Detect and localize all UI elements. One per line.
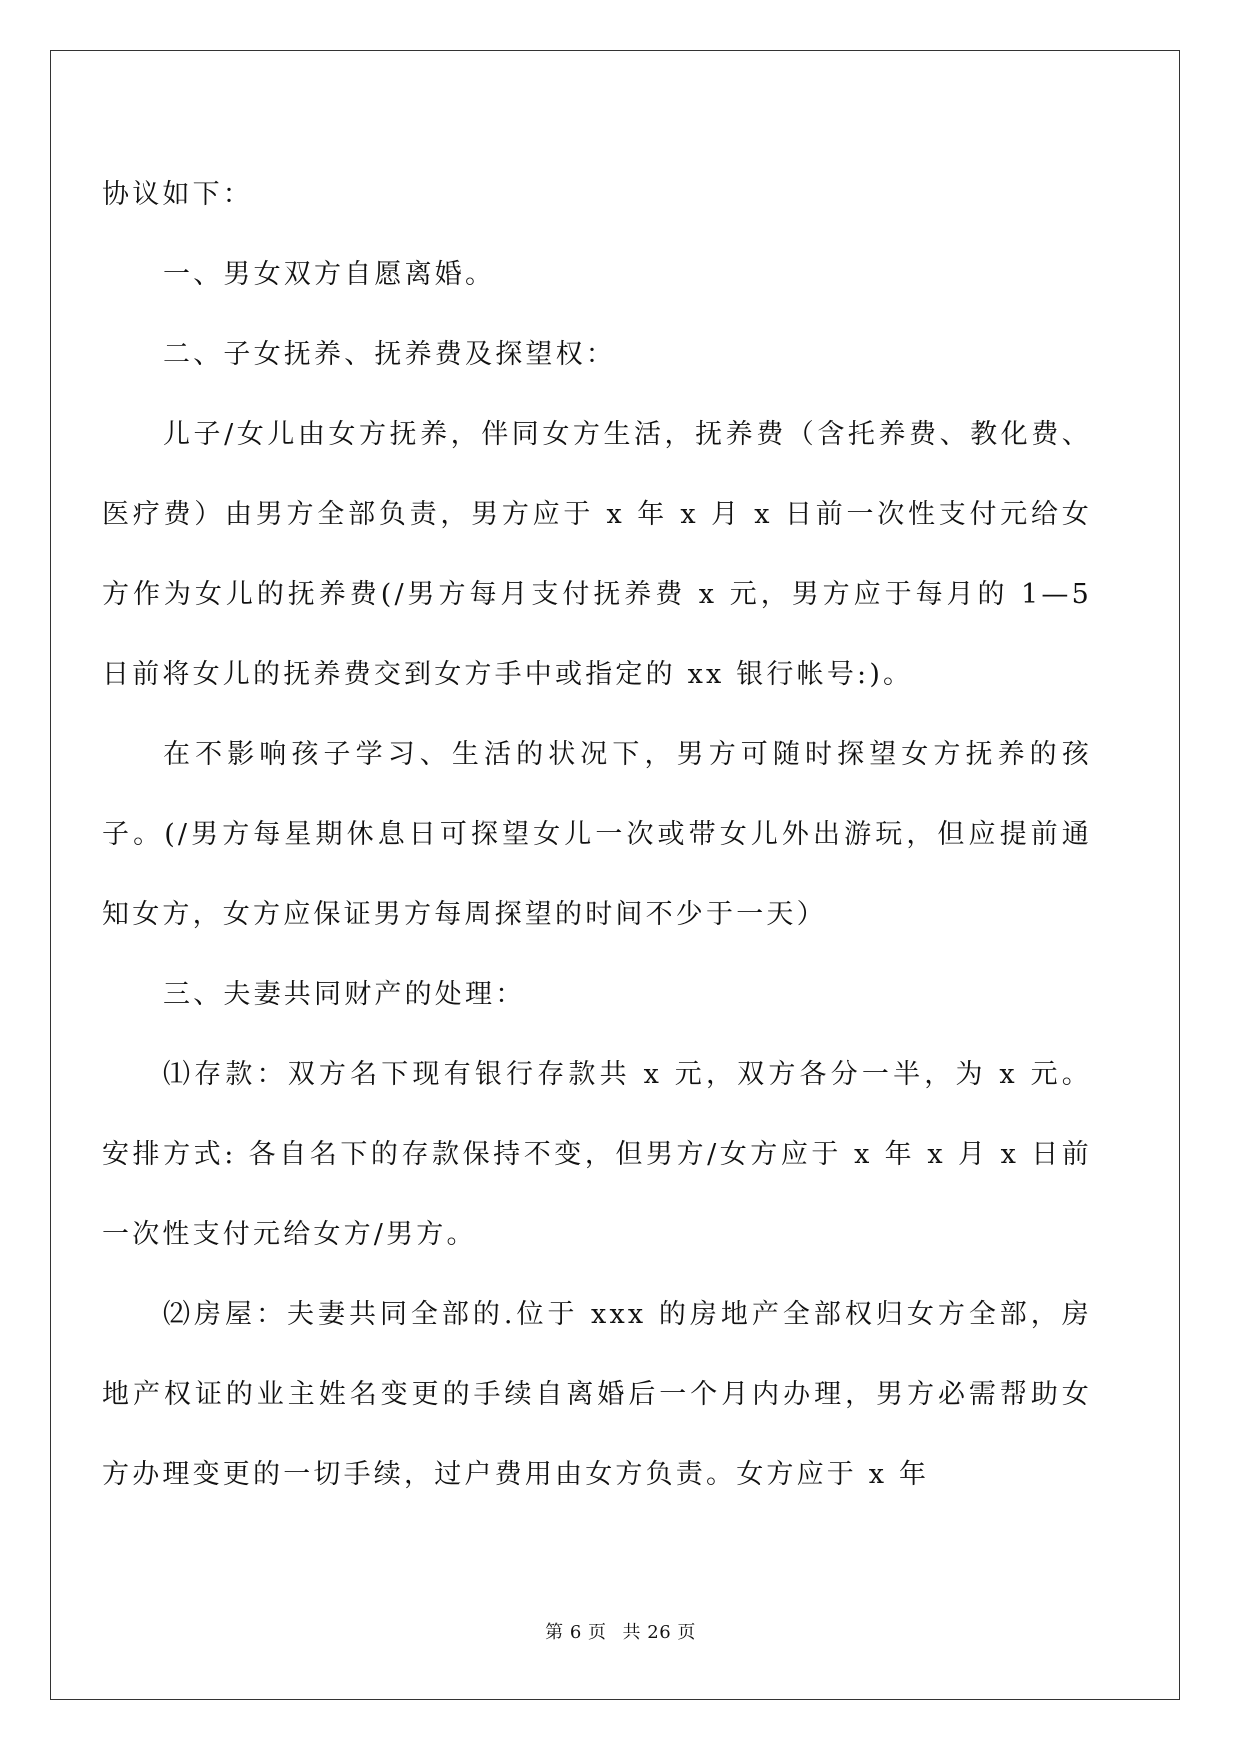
paragraph-savings: ⑴存款：双方名下现有银行存款共 x 元，双方各分一半，为 x 元。安排方式: 各自名下的存款保持不变，但男方/女方应于 x 年 x 月 x 日前一次性支付元给女方/男方。 — [102, 1059, 1092, 1250]
paragraph-clause-three-heading: 三、夫妻共同财产的处理： — [163, 979, 526, 1010]
paragraph-child-support: 儿子/女儿由女方抚养，伴同女方生活，抚养费（含托养费、教化费、医疗费）由男方全部负责，男方应于 x 年 x 月 x 日前一次性支付元给女方作为女儿的抚养费(/男方每月支付抚养费 x 元，男方应于每月的 1—5 日前将女儿的抚养费交到女方手中或指定的 xx 银行帐号:)。 — [102, 419, 1092, 690]
paragraph-housing: ⑵房屋：夫妻共同全部的.位于 xxx 的房地产全部权归女方全部，房地产权证的业主姓名变更的手续自离婚后一个月内办理，男方必需帮助女方办理变更的一切手续，过户费用由女方负责。女方应于 x 年 — [102, 1299, 1092, 1490]
page-number: 第 6 页 — [545, 1622, 607, 1643]
paragraph-clause-one: 一、男女双方自愿离婚。 — [163, 259, 496, 290]
page-footer — [0, 1618, 1241, 1644]
page-total: 共 26 页 — [622, 1622, 696, 1643]
document-body — [102, 155, 1092, 1515]
paragraph-clause-two-heading: 二、子女抚养、抚养费及探望权： — [163, 339, 616, 370]
paragraph-agreement-intro: 协议如下： — [102, 179, 253, 210]
paragraph-visitation: 在不影响孩子学习、生活的状况下，男方可随时探望女方抚养的孩子。(/男方每星期休息日可探望女儿一次或带女儿外出游玩，但应提前通知女方，女方应保证男方每周探望的时间不少于一天） — [102, 739, 1092, 930]
